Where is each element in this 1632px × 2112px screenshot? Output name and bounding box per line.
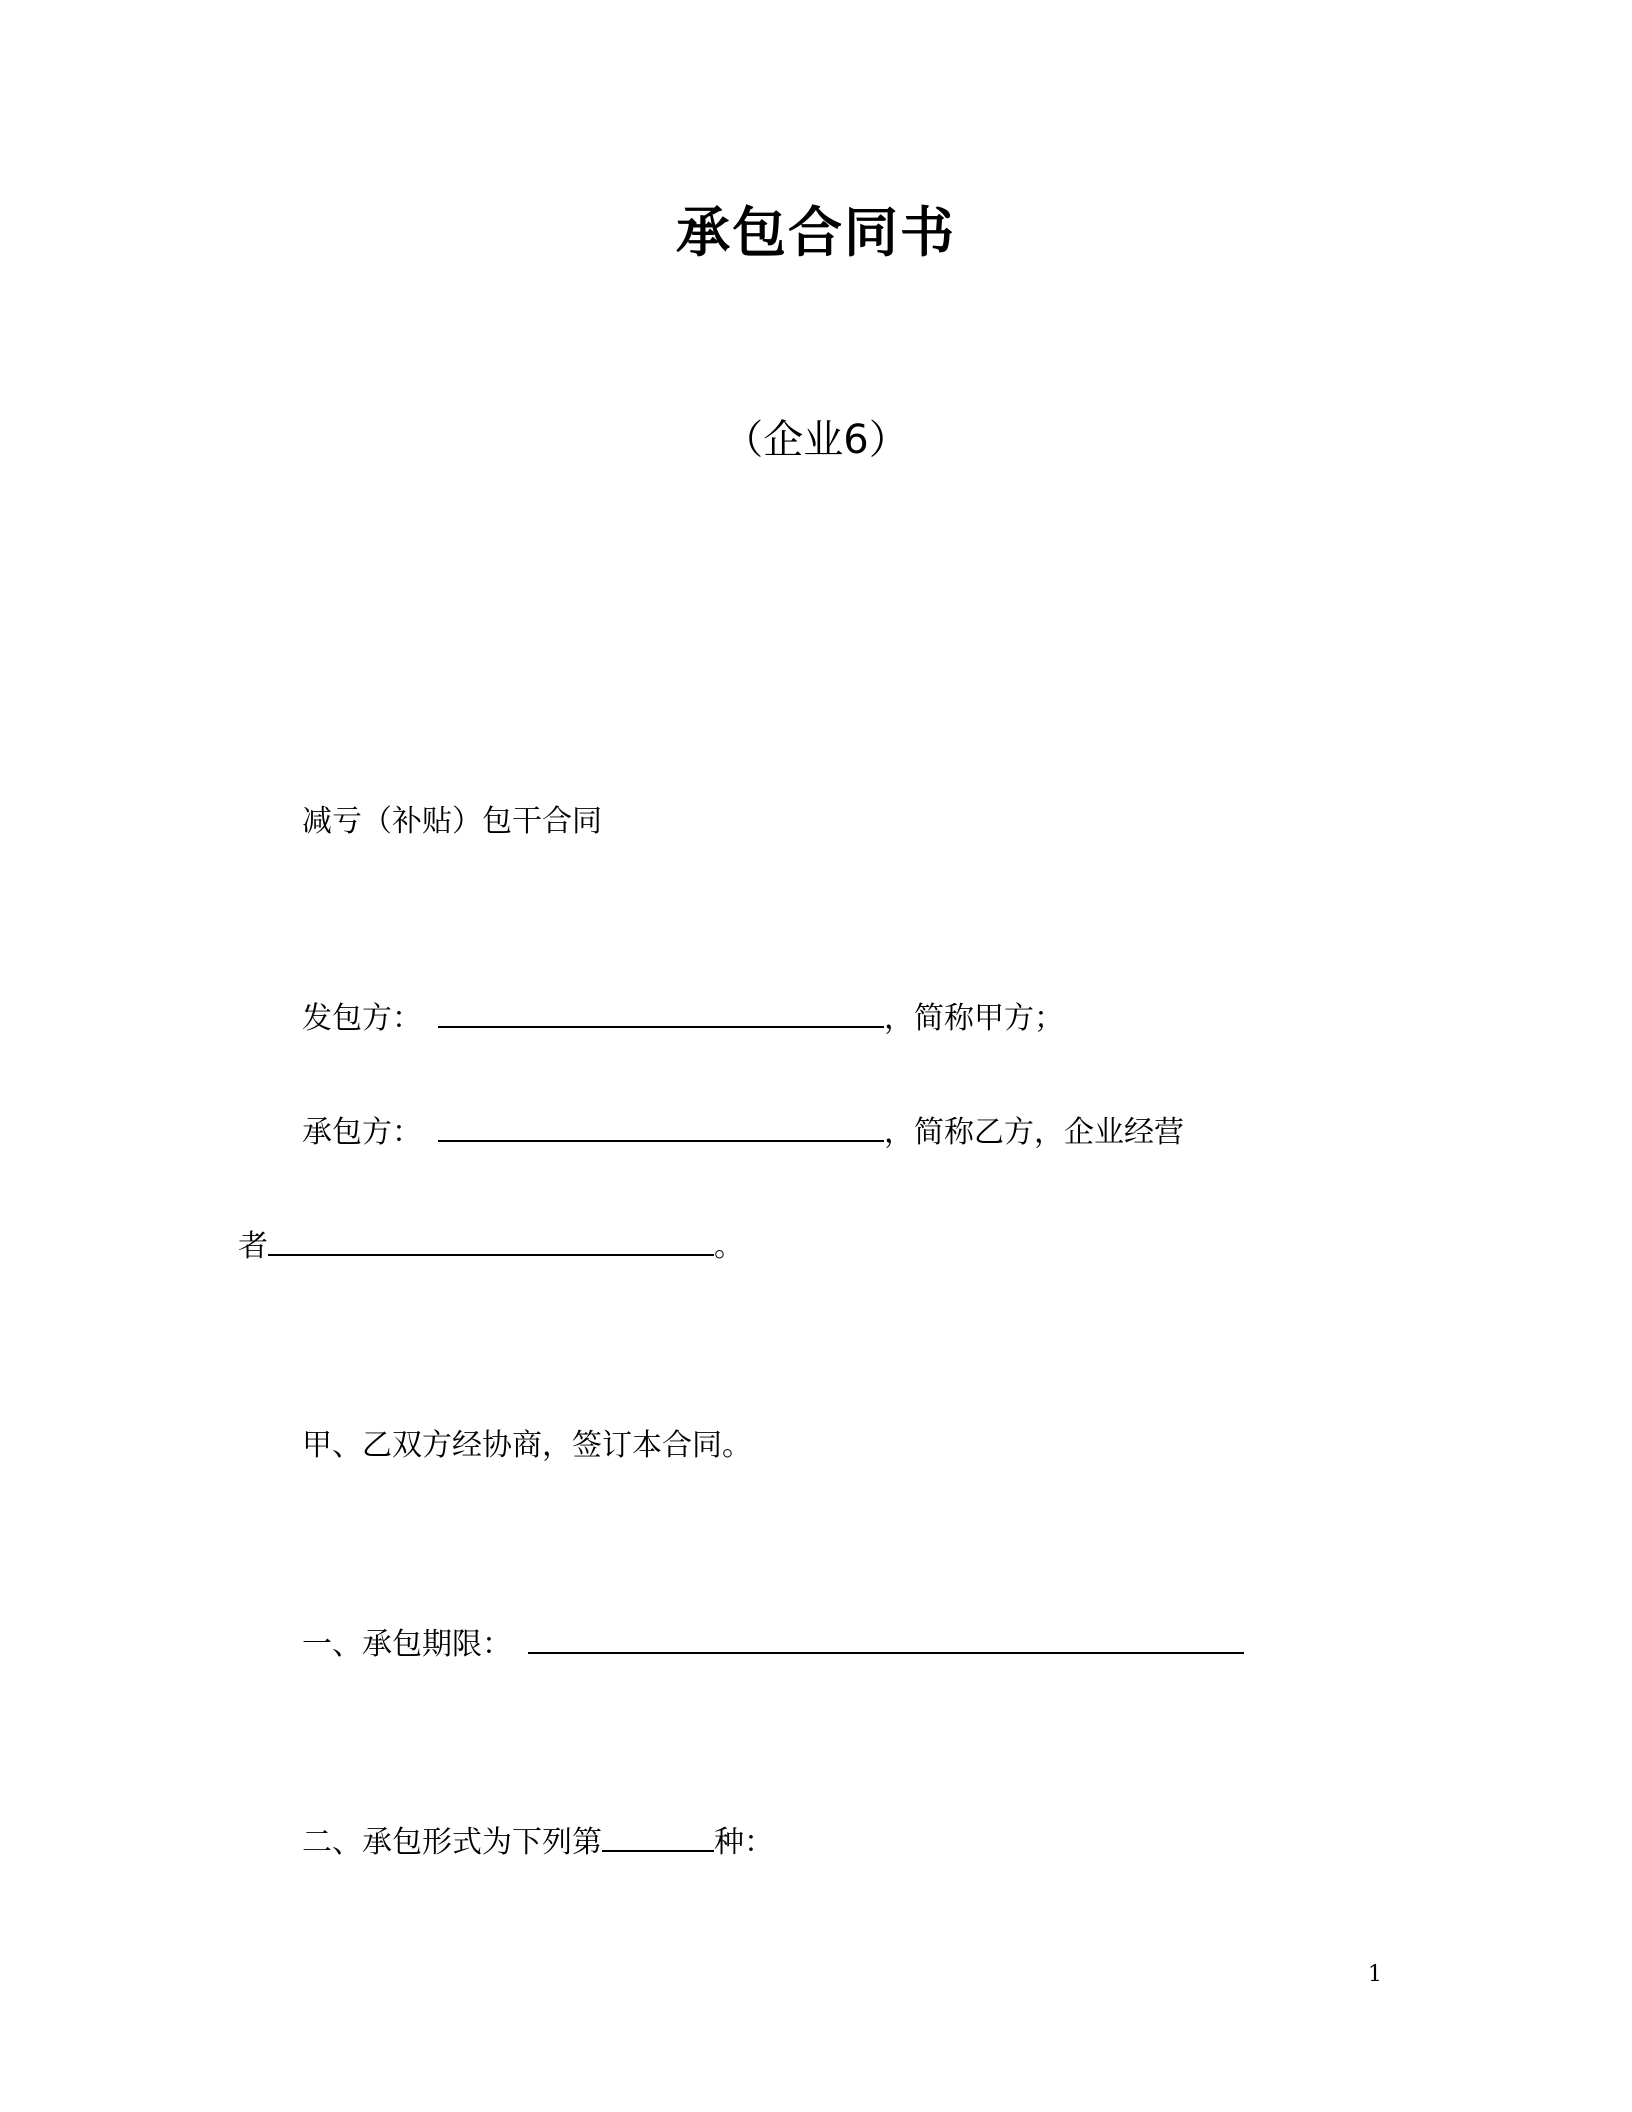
party-b-label: 承包方： [302, 1115, 422, 1150]
document-subtitle: （企业6） [723, 417, 909, 463]
clause-2-blank[interactable] [602, 1820, 714, 1852]
page-number: 1 [1368, 1962, 1382, 1987]
operator-label: 者 [238, 1229, 268, 1264]
party-a-blank[interactable] [438, 996, 884, 1028]
clause-1-line [302, 1622, 1244, 1667]
clause-1-blank[interactable] [528, 1622, 1244, 1654]
party-b-line [302, 1110, 1184, 1155]
party-a-suffix: ，简称甲方； [884, 1001, 1064, 1036]
party-b-suffix: ，简称乙方，企业经营 [884, 1115, 1184, 1150]
operator-blank[interactable] [268, 1224, 714, 1256]
agreement-statement: 甲、乙双方经协商，签订本合同。 [302, 1428, 752, 1463]
clause-2-label: 二、承包形式为下列第 [302, 1825, 602, 1860]
party-b-blank[interactable] [438, 1110, 884, 1142]
contract-type: 减亏（补贴）包干合同 [302, 804, 602, 839]
clause-1-label: 一、承包期限： [302, 1627, 512, 1662]
operator-line [238, 1224, 744, 1269]
clause-2-line [302, 1820, 774, 1865]
operator-suffix: 。 [714, 1229, 744, 1264]
document-title: 承包合同书 [676, 201, 956, 264]
clause-2-suffix: 种： [714, 1825, 774, 1860]
party-a-label: 发包方： [302, 1001, 422, 1036]
party-a-line [302, 996, 1064, 1041]
